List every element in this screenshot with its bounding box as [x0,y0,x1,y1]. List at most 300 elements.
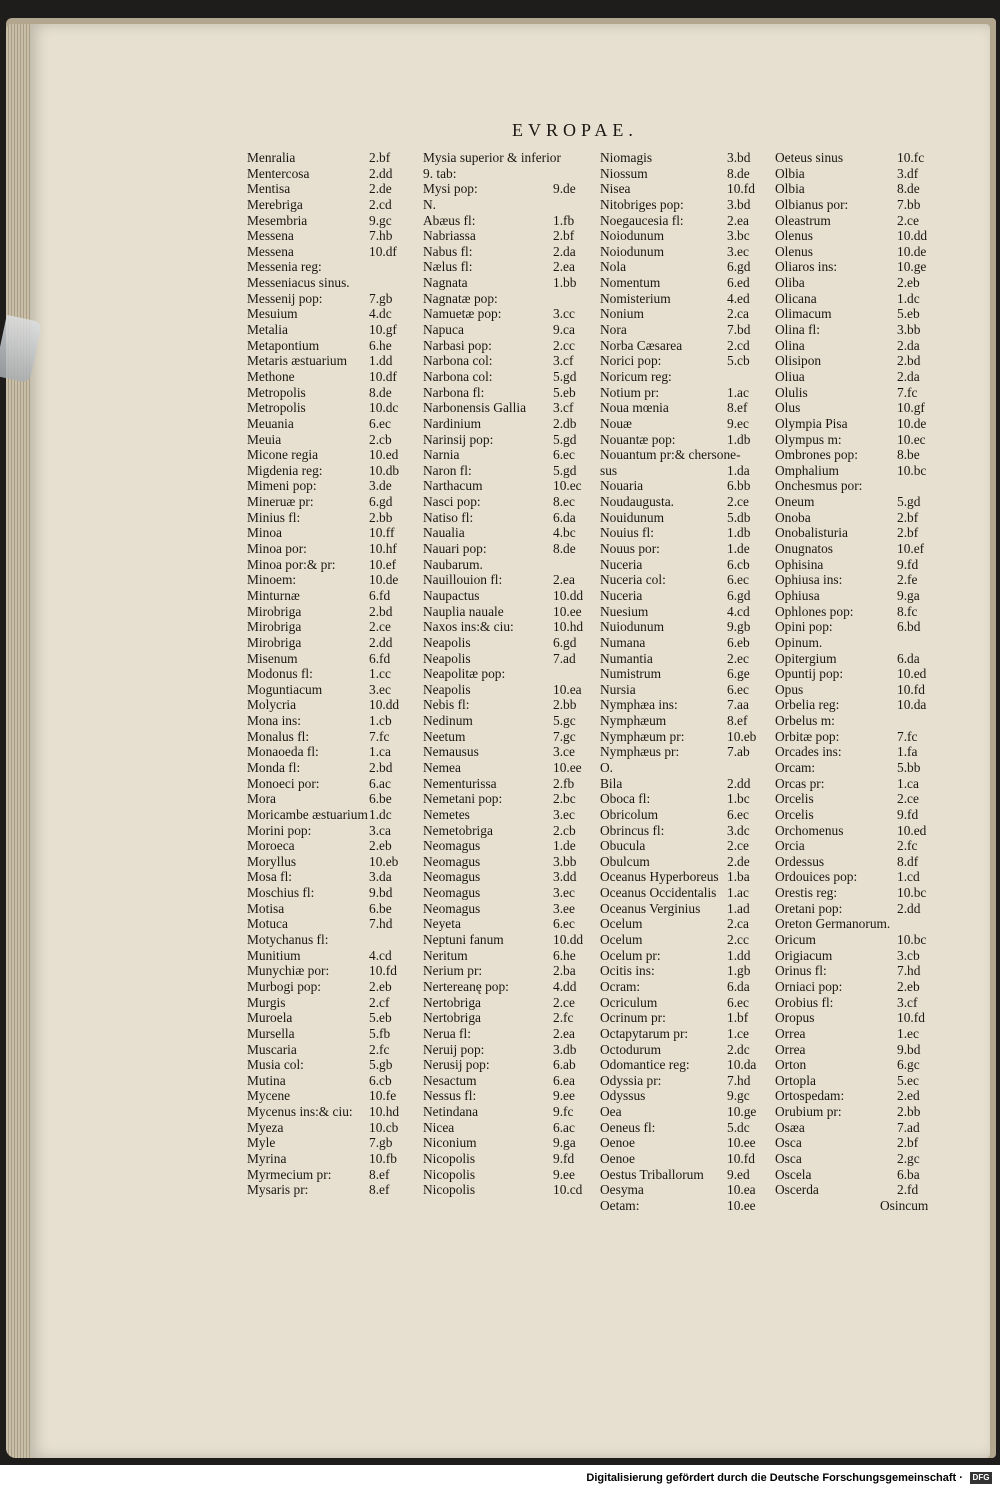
entry-name: Obrincus fl: [600,822,665,838]
entry-name: Nouaria [600,478,644,494]
entry-reference: 9.ee [553,1166,575,1182]
entry-name: Morini pop: [247,822,312,838]
entry-name: Olbianus por: [775,196,849,212]
index-entry [247,150,412,166]
index-entry [247,557,412,573]
index-entry [423,197,593,213]
entry-name: Osæa [775,1119,805,1135]
entry-name: Ocram: [600,978,641,994]
entry-name: Nouantum pr:& chersone- [600,447,741,463]
entry-reference: 3.cf [553,400,574,416]
entry-name: Mirobriga [247,634,302,650]
index-entry [247,697,412,713]
index-entry [775,447,940,463]
entry-name: Misenum [247,650,298,666]
entry-reference: 2.fc [553,1010,574,1026]
index-entry [600,901,770,917]
entry-reference: 10.dc [369,400,399,416]
index-entry [247,494,412,510]
index-entry [423,838,593,854]
index-entry [247,291,412,307]
entry-name: Neyeta [423,916,461,932]
entry-name: Nicea [423,1119,455,1135]
entry-name: Oenoe [600,1151,635,1166]
index-entry [775,478,940,494]
index-entry [247,651,412,667]
entry-reference: 2.eb [369,838,392,854]
entry-reference: 2.dd [369,165,393,181]
entry-reference: 2.bd [897,353,921,369]
entry-reference: 7.bb [897,196,921,212]
entry-reference: 6.fd [369,650,391,666]
entry-reference: 7.hb [369,228,393,244]
entry-name: Mimeni pop: [247,478,317,494]
index-entry [423,150,593,166]
entry-name: Nymphæus pr: [600,744,680,760]
entry-name: Nemetobriga [423,822,493,838]
entry-name: Micone regia [247,447,319,463]
entry-reference: 2.bb [369,509,393,525]
index-entry [423,306,593,322]
entry-name: Oliaros ins: [775,259,838,275]
entry-reference: 10.fd [897,681,925,697]
index-entry [600,791,770,807]
index-entry [775,525,940,541]
index-entry [600,729,770,745]
entry-reference: 6.gd [369,494,393,510]
index-entry [423,651,593,667]
index-entry [423,901,593,917]
entry-name: Opitergium [775,650,837,666]
index-entry [600,932,770,948]
entry-reference: 7.ab [727,744,750,760]
entry-reference: 6.ec [553,447,575,463]
index-entry [247,416,412,432]
entry-reference: 10.eb [727,728,757,744]
index-entry [775,400,940,416]
entry-name: Messena [247,243,294,259]
entry-name: Nagnatæ pop: [423,290,498,306]
entry-name: Monoeci por: [247,775,320,791]
entry-name: Nemea [423,759,461,775]
index-entry [775,635,940,651]
entry-name: Moricambe æstuarium [247,806,368,822]
index-entry [600,1135,770,1151]
entry-reference: 1.da [727,462,750,478]
index-entry [775,682,940,698]
entry-name: Mysi pop: [423,181,478,197]
entry-name: Nymphæum pr: [600,728,685,744]
entry-reference: 3.ce [553,744,575,760]
entry-reference: 3.cf [553,353,574,369]
entry-name: Mesuium [247,306,298,322]
entry-name: Motuca [247,916,288,932]
entry-name: Metalia [247,322,288,338]
entry-name: Olina [775,337,805,353]
entry-name: Oneum [775,494,815,510]
index-entry [247,213,412,229]
entry-name: Orcia [775,838,805,854]
entry-name: Norici pop: [600,353,662,369]
index-entry [247,995,412,1011]
entry-reference: 10.ec [553,478,582,494]
index-entry [247,854,412,870]
entry-reference: 2.da [897,368,920,384]
index-entry [600,1198,770,1214]
index-entry [423,416,593,432]
entry-reference: 6.cb [369,1072,392,1088]
entry-reference: 1.ce [727,1025,749,1041]
entry-name: Narnia [423,447,460,463]
entry-reference: 1.ad [727,900,750,916]
index-entry [600,400,770,416]
entry-reference: 3.ee [553,900,575,916]
entry-name: Narinsij pop: [423,431,494,447]
entry-reference: 10.dd [369,697,400,713]
index-entry [775,619,940,635]
index-column-1 [247,150,412,1198]
entry-reference: 6.gc [897,1057,920,1073]
entry-name: Munitium [247,947,301,963]
index-entry [775,1057,940,1073]
index-entry [775,572,940,588]
entry-reference: 2.bf [897,1135,919,1151]
index-entry [775,1073,940,1089]
entry-reference: 8.df [897,853,919,869]
entry-name: Octodurum [600,1041,661,1057]
entry-reference: 2.bf [553,228,575,244]
entry-reference: 1.fa [897,744,918,760]
entry-reference: 4.dd [553,978,577,994]
index-entry [600,432,770,448]
index-entry [423,995,593,1011]
index-entry [423,635,593,651]
index-entry [775,885,940,901]
entry-name: Ordessus [775,853,825,869]
index-entry [600,557,770,573]
entry-name: Ortospedam: [775,1088,845,1104]
entry-name: Nasci pop: [423,494,481,510]
entry-reference: 3.da [369,869,392,885]
index-entry [247,932,412,948]
index-entry [600,916,770,932]
index-entry [600,275,770,291]
index-entry [247,244,412,260]
index-entry [600,588,770,604]
entry-reference: 5.dc [727,1119,750,1135]
index-entry [423,791,593,807]
entry-reference: 4.ed [727,290,750,306]
entry-name: Orcelis [775,791,814,807]
index-entry [423,1120,593,1136]
index-entry [247,979,412,995]
entry-name: Oeteus sinus [775,150,844,165]
index-entry [423,510,593,526]
page-stack-edge [6,24,32,1458]
entry-reference: 6.da [553,509,576,525]
entry-name: Niossum [600,165,648,181]
entry-name: Nabus fl: [423,243,473,259]
entry-reference: 7.hd [897,963,921,979]
entry-reference: 7.bd [727,322,751,338]
entry-name: Nerusij pop: [423,1057,490,1073]
entry-name: Meuia [247,431,282,447]
entry-reference: 2.ea [553,1025,575,1041]
entry-name: Mysaris pr: [247,1182,309,1198]
index-entry [423,776,593,792]
index-entry [247,181,412,197]
entry-name: Ocelum [600,916,643,932]
entry-reference: 5.gb [369,1057,393,1073]
entry-reference: 3.ec [369,681,391,697]
entry-name: Naron fl: [423,462,472,478]
entry-reference: 10.ge [897,259,927,275]
entry-reference: 6.gd [727,587,751,603]
entry-name: Olenus [775,243,813,259]
entry-name: Ophisina [775,556,824,572]
entry-name: Nauari pop: [423,541,487,557]
index-entry [600,353,770,369]
index-entry [775,932,940,948]
entry-name: Origiacum [775,947,833,963]
index-entry [775,259,940,275]
entry-name: Narbona col: [423,368,493,384]
index-entry [600,478,770,494]
entry-name: Abæus fl: [423,212,476,228]
entry-name: Narbona col: [423,353,493,369]
entry-name: Oliua [775,368,805,384]
index-entry [247,1026,412,1042]
entry-name: Moryllus [247,853,297,869]
entry-name: Nora [600,322,627,338]
entry-reference: 2.dd [897,900,921,916]
index-entry [247,869,412,885]
index-entry [600,447,770,463]
index-entry [247,744,412,760]
index-entry [423,666,593,682]
entry-reference: 3.cf [897,994,918,1010]
index-entry [600,259,770,275]
entry-name: sus [600,462,618,478]
entry-name: Numana [600,634,646,650]
index-entry [600,244,770,260]
entry-name: Mursella [247,1025,295,1041]
index-entry [423,604,593,620]
entry-reference: 8.be [897,447,920,463]
index-entry [775,869,940,885]
entry-name: Neruij pop: [423,1041,485,1057]
entry-name: Oetam: [600,1197,640,1213]
entry-reference: 2.cc [727,932,749,948]
entry-name: Monalus fl: [247,728,310,744]
entry-reference: 3.bd [727,196,751,212]
entry-reference: 6.he [369,337,392,353]
entry-reference: 5.eb [897,306,920,322]
entry-reference: 10.fd [369,963,397,979]
index-entry [775,275,940,291]
entry-reference: 2.bb [553,697,577,713]
index-entry [423,697,593,713]
entry-name: Methone [247,368,295,384]
entry-name: Mentercosa [247,165,310,181]
entry-reference: 3.bb [553,853,577,869]
entry-reference: 3.cb [897,947,920,963]
index-entry [423,979,593,995]
index-entry [775,979,940,995]
index-entry [423,1026,593,1042]
entry-reference: 2.bd [369,603,393,619]
entry-reference: 10.ed [369,447,399,463]
entry-reference: 2.ca [727,916,749,932]
entry-name: Metaris æstuarium [247,353,348,369]
entry-name: Nouus por: [600,541,660,557]
entry-name: Oeneus fl: [600,1119,656,1135]
entry-reference: 5.eb [369,1010,392,1026]
entry-name: Orrea [775,1041,806,1057]
index-entry [423,1135,593,1151]
index-entry [600,869,770,885]
index-entry [775,854,940,870]
entry-name: Murbogi pop: [247,978,322,994]
index-entry [775,1135,940,1151]
entry-reference: 2.cb [369,431,392,447]
index-entry [775,244,940,260]
entry-reference: 2.ea [553,259,575,275]
entry-name: Nessus fl: [423,1088,477,1104]
index-entry [247,1182,412,1198]
index-entry [423,1151,593,1167]
entry-name: Ordouices pop: [775,869,858,885]
index-entry [247,306,412,322]
entry-name: Onobalisturia [775,525,848,541]
entry-reference: 5.gd [553,431,577,447]
entry-reference: 1.de [727,541,750,557]
entry-name: Nuceria [600,587,643,603]
entry-reference: 2.eb [897,978,920,994]
entry-name: Narbasi pop: [423,337,492,353]
entry-reference: 2.ec [727,650,749,666]
entry-reference: 7.fc [369,728,390,744]
index-entry [423,369,593,385]
entry-reference: 9.fd [897,556,919,572]
index-entry [775,1042,940,1058]
entry-name: Neritum [423,947,468,963]
entry-reference: 8.ec [553,494,575,510]
entry-reference: 4.bc [553,525,576,541]
index-entry [247,197,412,213]
entry-reference: 10.bc [897,885,927,901]
entry-reference: 4.dc [369,306,392,322]
index-entry [775,588,940,604]
index-entry [600,1120,770,1136]
entry-name: Ocriculum [600,994,658,1010]
entry-name: Moroeca [247,838,295,854]
entry-name: Orcelis [775,806,814,822]
entry-name: Neomagus [423,869,481,885]
entry-reference: 6.ge [727,666,750,682]
entry-name: Orbelus m: [775,713,835,729]
entry-name: Orton [775,1057,807,1073]
entry-reference: 6.be [369,791,392,807]
entry-reference: 6.ac [553,1119,575,1135]
index-entry [247,1151,412,1167]
entry-name: Nesactum [423,1072,477,1088]
index-entry [247,916,412,932]
entry-reference: 8.de [727,165,750,181]
entry-name: Neomagus [423,853,481,869]
entry-name: Oreton Germanorum. [775,916,891,932]
index-entry [423,213,593,229]
entry-reference: 2.fb [553,775,575,791]
entry-reference: 10.fb [369,1151,397,1166]
index-entry [775,166,940,182]
index-entry [775,760,940,776]
index-entry [775,1104,940,1120]
entry-name: Numantia [600,650,653,666]
entry-reference: 5.cb [727,353,750,369]
entry-reference: 9.gb [727,619,751,635]
entry-name: Opuntij pop: [775,666,844,682]
index-entry [247,713,412,729]
index-entry [423,1088,593,1104]
index-entry [423,322,593,338]
index-entry [600,197,770,213]
entry-reference: 7.ad [553,650,576,666]
index-entry [423,557,593,573]
entry-reference: 2.da [897,337,920,353]
index-entry [600,963,770,979]
entry-name: Nedinum [423,713,473,729]
entry-name: Ophiusa [775,587,820,603]
entry-reference: 6.ec [369,415,391,431]
entry-name: Neapolitæ pop: [423,666,506,682]
entry-reference: 1.dd [727,947,751,963]
entry-reference: 5.gc [553,713,576,729]
entry-name: Noegaucesia fl: [600,212,684,228]
entry-name: Motisa [247,900,285,916]
entry-reference: 2.ce [369,619,391,635]
page-heading: EVROPAE. [512,120,638,140]
entry-name: Nouæ [600,415,632,431]
entry-reference: 9.fd [897,806,919,822]
entry-reference: 10.dd [553,587,584,603]
index-entry [600,948,770,964]
index-entry [247,776,412,792]
entry-name: Octapytarum pr: [600,1025,689,1041]
entry-reference: 1.ec [897,1025,919,1041]
entry-reference: 9.fc [553,1104,574,1120]
entry-reference: 1.fb [553,212,575,228]
entry-name: Oea [600,1104,622,1120]
entry-reference: 10.ef [897,541,925,557]
index-entry [600,228,770,244]
entry-reference: 2.bc [553,791,576,807]
entry-name: Orbitæ pop: [775,728,840,744]
entry-name: Narthacum [423,478,483,494]
entry-name: Oboca fl: [600,791,651,807]
entry-name: Noricum reg: [600,368,672,384]
entry-name: Nælus fl: [423,259,473,275]
entry-reference: 2.fd [897,1182,919,1198]
dfg-logo: DFG [970,1472,992,1484]
entry-name: Oesyma [600,1182,644,1198]
index-entry [423,948,593,964]
entry-name: Olympia Pisa [775,415,848,431]
index-entry [247,166,412,182]
entry-reference: 9.ga [897,587,920,603]
entry-name: Nicopolis [423,1166,476,1182]
entry-name: Osca [775,1151,802,1166]
